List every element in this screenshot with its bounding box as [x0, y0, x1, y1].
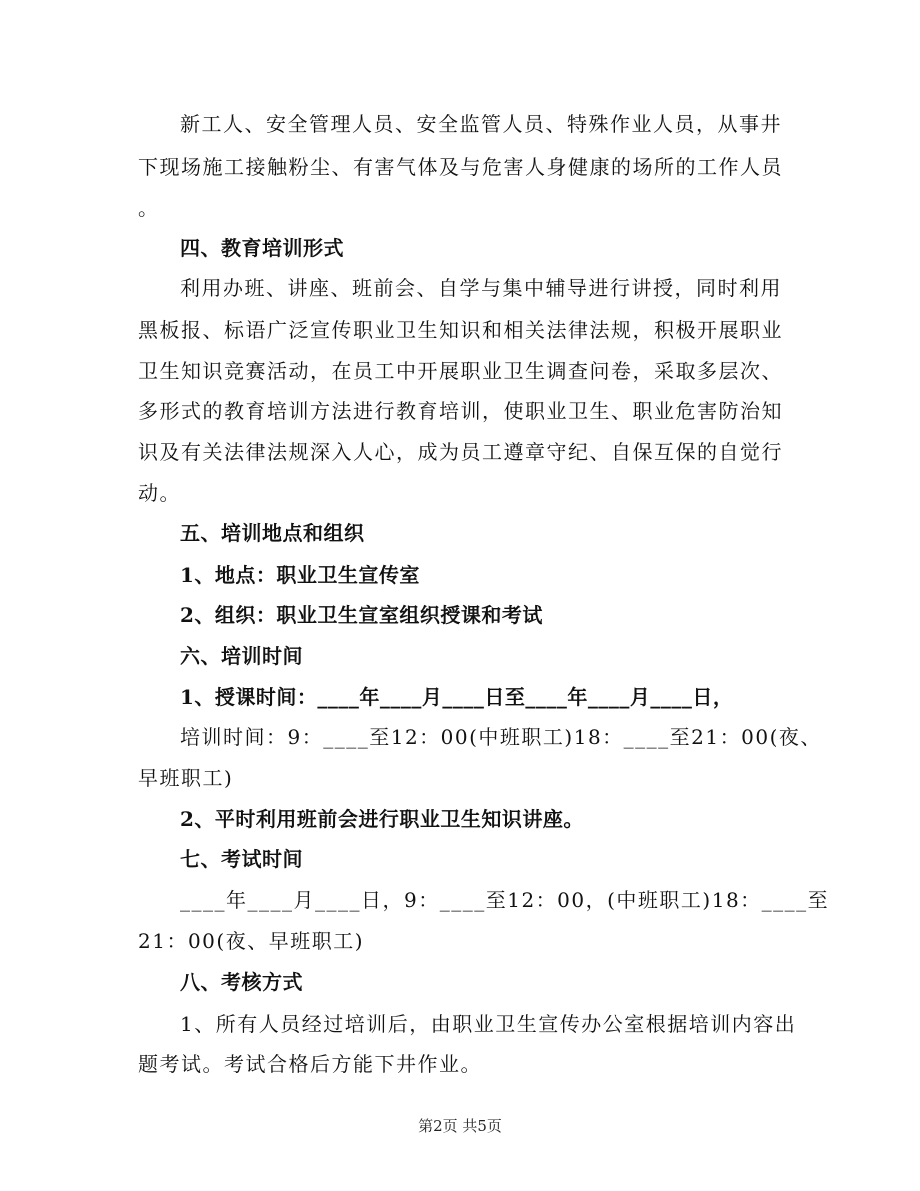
paragraph-line: 下现场施工接触粉尘、有害气体及与危害人身健康的场所的工作人员 — [138, 155, 783, 179]
sub-item: 2、组织：职业卫生宣室组织授课和考试 — [180, 603, 543, 627]
paragraph-line: 识及有关法律法规深入人心，成为员工遵章守纪、自保互保的自觉行 — [138, 440, 783, 464]
paragraph-line: ____年____月____日，9：____至12：00，(中班职工)18：____至 — [180, 888, 830, 912]
paragraph-line: 新工人、安全管理人员、安全监管人员、特殊作业人员，从事井 — [180, 112, 782, 136]
section-heading: 八、考核方式 — [180, 970, 303, 994]
paragraph-line: 动。 — [138, 481, 181, 505]
paragraph-line: 黑板报、标语广泛宣传职业卫生知识和相关法律法规，积极开展职业 — [138, 318, 783, 342]
section-heading: 五、培训地点和组织 — [180, 521, 365, 545]
section-heading: 四、教育培训形式 — [180, 236, 344, 260]
paragraph-line: 卫生知识竞赛活动，在员工中开展职业卫生调查问卷，采取多层次、 — [138, 359, 783, 383]
paragraph-line: 培训时间：9：____至12：00(中班职工)18：____至21：00(夜、 — [180, 725, 822, 749]
sub-item: 1、授课时间：____年____月____日至____年____月____日， — [180, 685, 734, 709]
page-footer: 第2页 共5页 — [418, 1117, 502, 1135]
paragraph-line: 21：00(夜、早班职工) — [138, 929, 365, 953]
paragraph-line: 利用办班、讲座、班前会、自学与集中辅导进行讲授，同时利用 — [180, 276, 782, 300]
paragraph-line: 多形式的教育培训方法进行教育培训，使职业卫生、职业危害防治知 — [138, 399, 783, 423]
section-heading: 六、培训时间 — [180, 644, 303, 668]
sub-item: 1、地点：职业卫生宣传室 — [180, 563, 420, 587]
paragraph-line: 题考试。考试合格后方能下井作业。 — [138, 1052, 482, 1076]
paragraph-line: 早班职工) — [138, 766, 234, 790]
section-heading: 七、考试时间 — [180, 847, 303, 871]
paragraph-line: 1、所有人员经过培训后，由职业卫生宣传办公室根据培训内容出 — [180, 1012, 797, 1036]
paragraph-line: 。 — [138, 196, 160, 220]
sub-item: 2、平时利用班前会进行职业卫生知识讲座。 — [180, 807, 584, 831]
